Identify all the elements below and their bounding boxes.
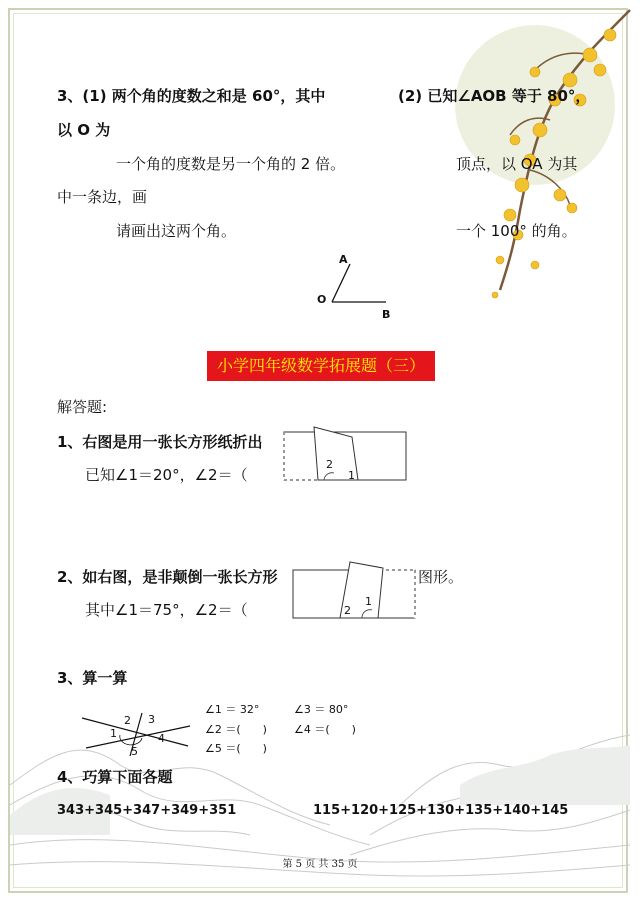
q3-angle-label-4: 4	[158, 732, 165, 745]
angle-aob-figure	[310, 250, 410, 320]
q1-folded-paper-figure	[278, 425, 413, 485]
q3-angle-label-5: 5	[131, 745, 138, 758]
q3-part1-line5: 请画出这两个角。	[116, 222, 237, 240]
q4-heading: 4、巧算下面各题	[57, 768, 173, 786]
q4-expression-2: 115+120+125+130+135+140+145	[313, 803, 569, 818]
moon-blossom-decoration	[440, 0, 640, 300]
q3-ask-angle5: ∠5 ＝( )	[205, 742, 267, 755]
q3-part2-line1: (2) 已知∠AOB 等于 80°，	[398, 87, 591, 105]
section-heading: 解答题:	[57, 398, 108, 416]
q3-line4: 中一条边，画	[57, 188, 148, 206]
section-title-banner: 小学四年级数学拓展题（三）	[207, 351, 435, 381]
q1-angle-label-1: 1	[348, 469, 355, 482]
q3-angle-label-2: 2	[124, 714, 131, 727]
q1-line2: 已知∠1＝20°，∠2＝（	[85, 466, 248, 484]
angle-label-a: A	[339, 253, 348, 266]
q3-part1-line1: 3、(1) 两个角的度数之和是 60°，其中	[57, 87, 326, 105]
q3-angle-label-1: 1	[110, 727, 117, 740]
q3-part2-line5: 一个 100° 的角。	[456, 222, 577, 240]
q4-expression-1: 343+345+347+349+351	[57, 803, 237, 818]
q2-angle-label-2: 2	[344, 604, 351, 617]
q3-part1-line3: 一个角的度数是另一个角的 2 倍。	[116, 155, 346, 173]
q3-part2-line3: 顶点，以 OA 为其	[456, 155, 578, 173]
angle-label-b: B	[382, 308, 391, 321]
q3-given-angle1: ∠1 ＝ 32°	[205, 703, 260, 716]
q3-ask-angle2: ∠2 ＝( )	[205, 723, 267, 736]
q3-ask-angle4: ∠4 ＝( )	[294, 723, 356, 736]
q1-line1: 1、右图是用一张长方形纸折出	[57, 433, 263, 451]
q3-line2: 以 O 为	[57, 121, 111, 139]
q3-heading: 3、算一算	[57, 669, 128, 687]
q3-given-angle3: ∠3 ＝ 80°	[294, 703, 349, 716]
page-number-footer: 第 5 页 共 35 页	[282, 859, 358, 870]
angle-label-o: O	[317, 293, 327, 306]
q1-angle-label-2: 2	[326, 458, 333, 471]
q2-line2: 其中∠1＝75°，∠2＝（	[85, 601, 248, 619]
q2-angle-label-1: 1	[365, 595, 372, 608]
q3-angle-label-3: 3	[148, 713, 155, 726]
q3-intersecting-lines-figure	[80, 708, 200, 758]
q2-line1b: 图形。	[418, 568, 464, 586]
q2-folded-paper-figure	[290, 560, 420, 620]
q2-line1a: 2、如右图，是非颠倒一张长方形	[57, 568, 278, 586]
